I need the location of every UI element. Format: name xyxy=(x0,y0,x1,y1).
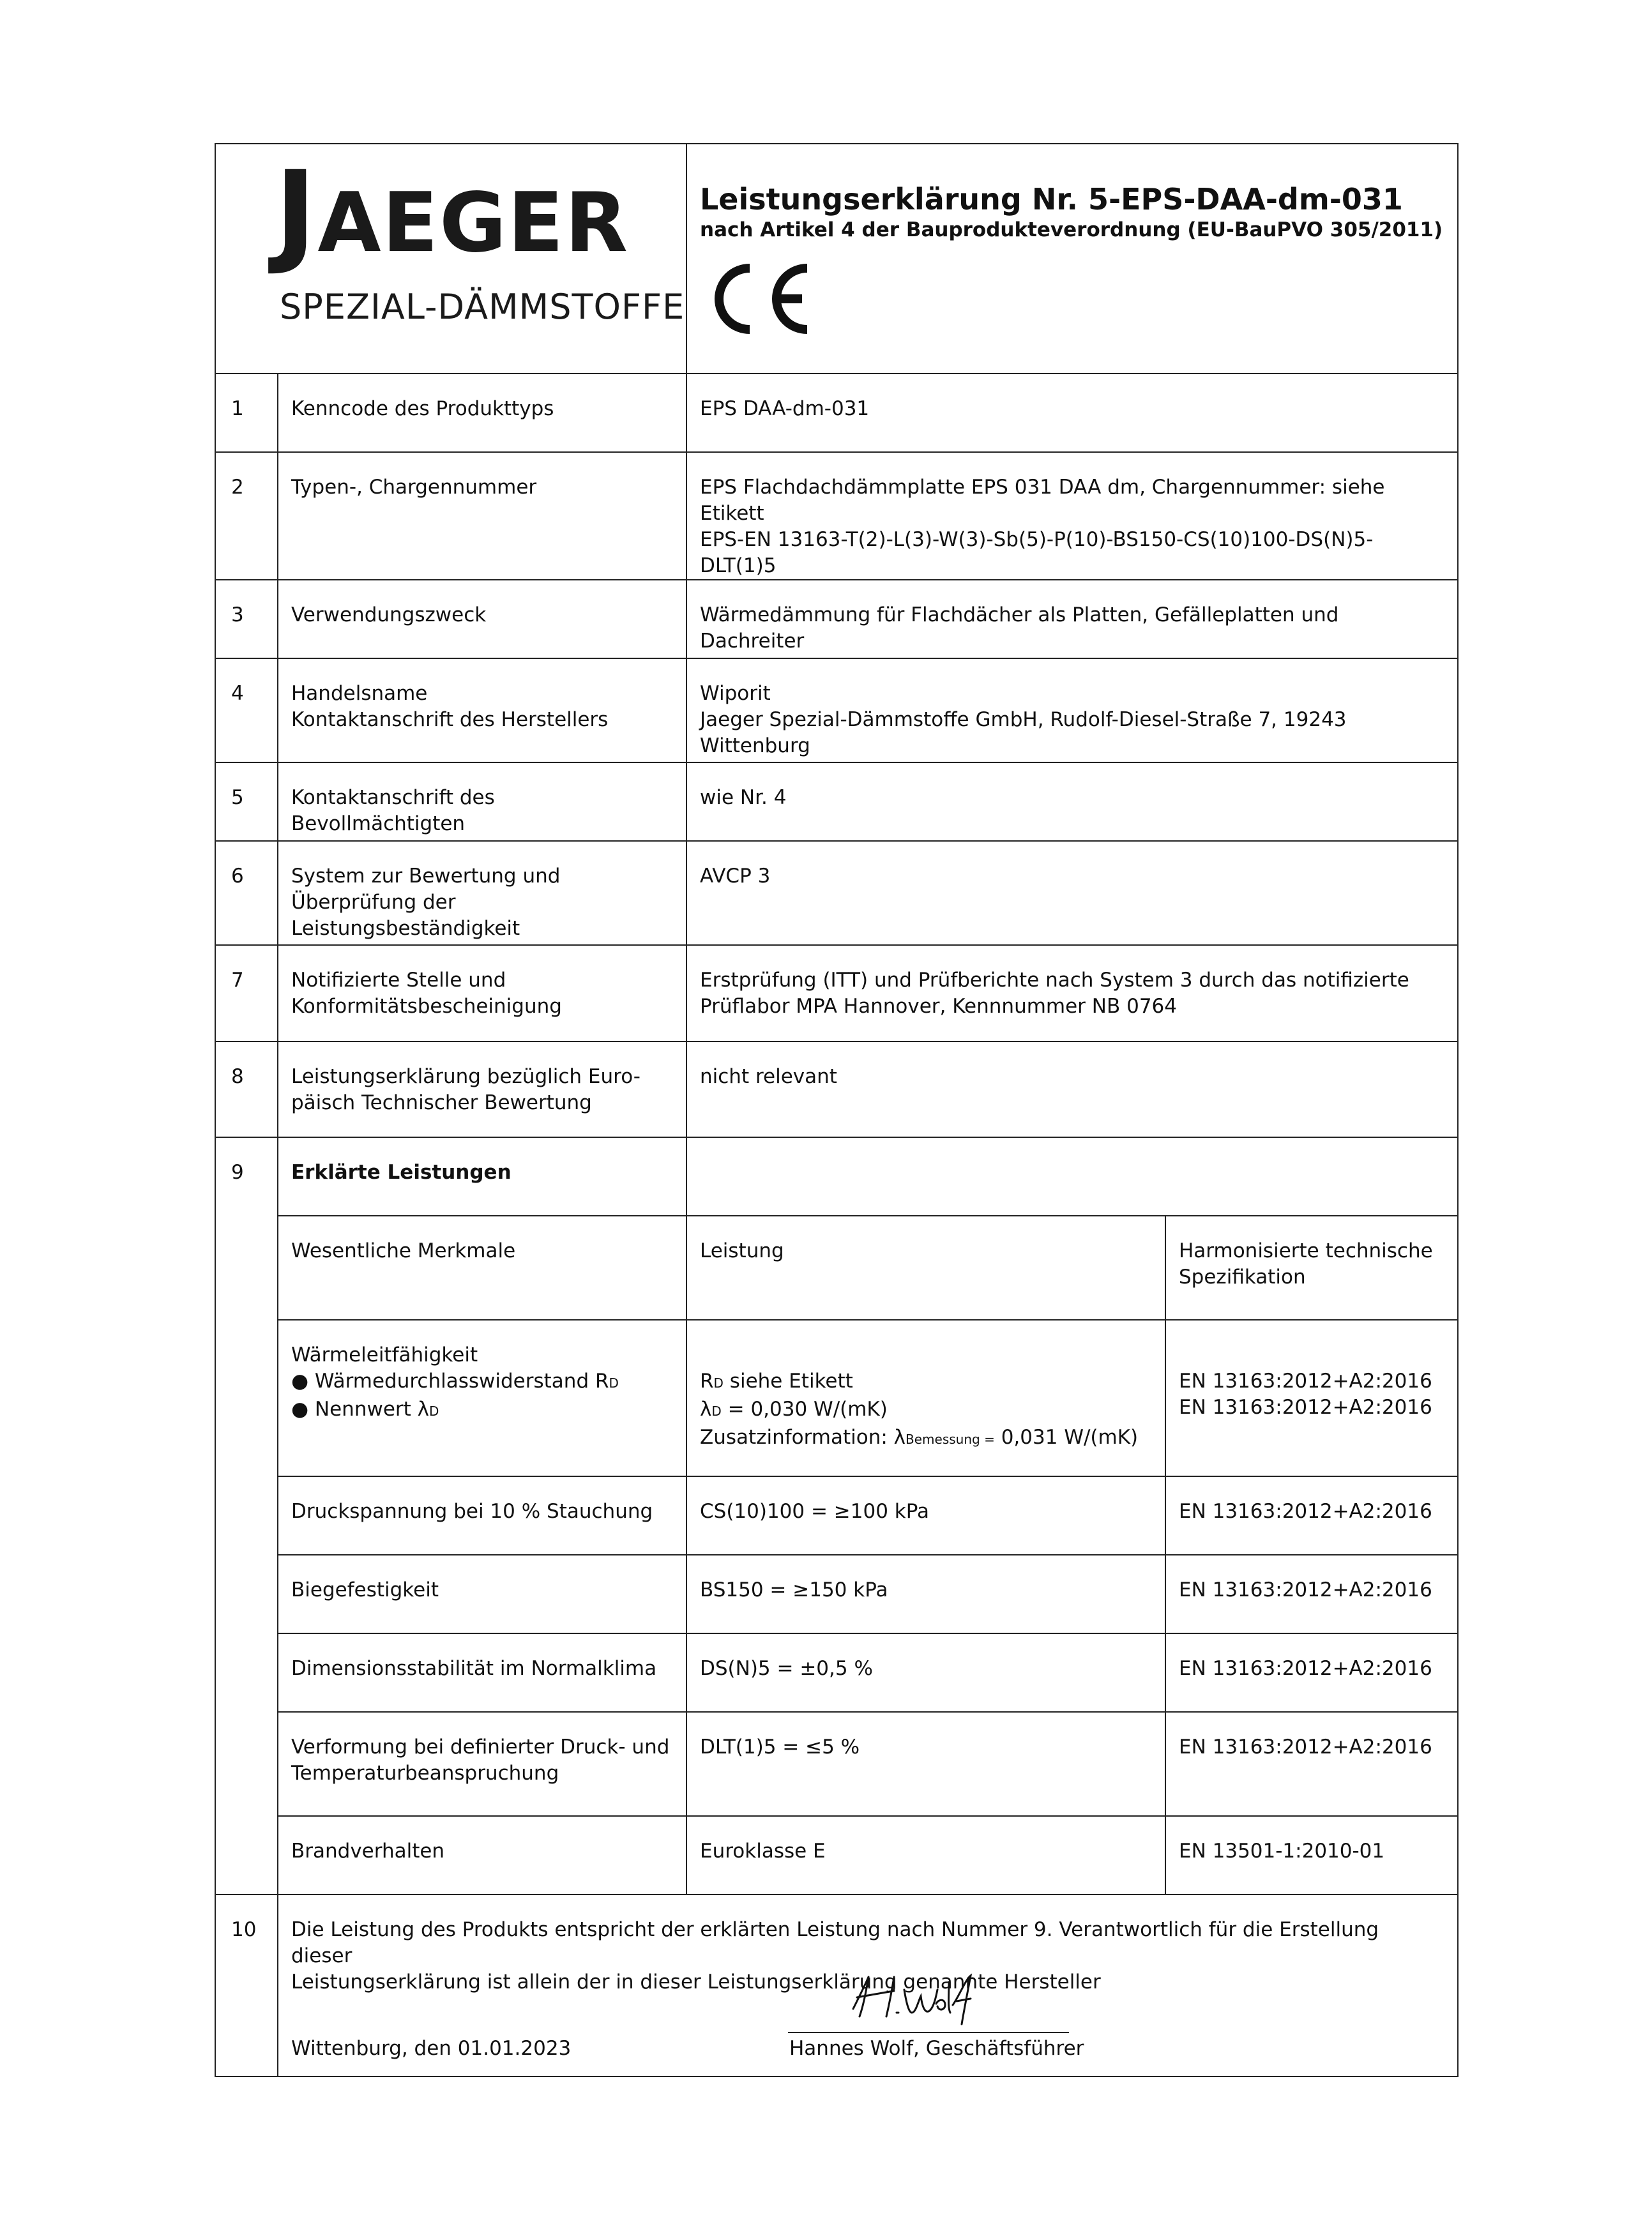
row-value: wie Nr. 4 xyxy=(686,762,1458,841)
signature-image xyxy=(840,1971,981,2028)
row-8: 8 Leistungserklärung bezüglich Euro- päisch Technischer Bewertung nicht relevant xyxy=(215,1041,1458,1137)
signature-line xyxy=(788,2032,1069,2033)
title-cell xyxy=(686,144,1458,374)
row-6: 6 System zur Bewertung und Überprüfung der Leistungsbeständigkeit AVCP 3 xyxy=(215,841,1458,945)
section-10-number: 10 xyxy=(215,1895,278,2077)
row-label: Handelsname Kontaktanschrift des Herstellers xyxy=(278,658,686,762)
signer-name: Hannes Wolf, Geschäftsführer xyxy=(789,2037,1084,2060)
row-value: AVCP 3 xyxy=(686,841,1458,945)
section-9-title: Erklärte Leistungen xyxy=(278,1137,686,1216)
declaration-table xyxy=(215,143,1459,2077)
logo-cell xyxy=(215,144,686,374)
place-and-date: Wittenburg, den 01.01.2023 xyxy=(291,2037,572,2060)
declaration-document xyxy=(215,143,1457,2077)
col-header-performance: Leistung xyxy=(686,1216,1165,1320)
row-value: Erstprüfung (ITT) und Prüfberichte nach System 3 durch das notifizierte Prüflabor MPA Hannover, Kennnummer NB 0764 xyxy=(686,945,1458,1041)
row-label: Kontaktanschrift des Bevollmächtigten xyxy=(278,762,686,841)
ce-mark-icon xyxy=(700,254,828,344)
row-2: 2 Typen-, Chargennummer EPS Flachdachdämmplatte EPS 031 DAA dm, Chargennummer: siehe Etikett EPS-EN 13163-T(2)-L(3)-W(3)-Sb(5)-P(10)-BS150-CS(10)100-DS(N)5-DLT(1)5 xyxy=(215,452,1458,580)
section-9-number: 9 xyxy=(215,1137,278,1895)
row-label: Notifizierte Stelle und Konformitätsbescheinigung xyxy=(278,945,686,1041)
company-logo: JAEGER xyxy=(275,147,630,278)
row-4: 4 Handelsname Kontaktanschrift des Herstellers Wiporit Jaeger Spezial-Dämmstoffe GmbH, Rudolf-Diesel-Straße 7, 19243 Wittenburg xyxy=(215,658,1458,762)
col-header-characteristics: Wesentliche Merkmale xyxy=(278,1216,686,1320)
row-3: 3 Verwendungszweck Wärmedämmung für Flachdächer als Platten, Gefälleplatten und Dachreiter xyxy=(215,580,1458,658)
section-9-title-row xyxy=(215,1137,1458,1216)
col-header-specification: Harmonisierte technische Spezifikation xyxy=(1165,1216,1458,1320)
row-value: Wärmedämmung für Flachdächer als Platten, Gefälleplatten und Dachreiter xyxy=(686,580,1458,658)
row-label: Kenncode des Produkttyps xyxy=(278,374,686,452)
thermal-spec: EN 13163:2012+A2:2016 EN 13163:2012+A2:2016 xyxy=(1165,1320,1458,1476)
row-label: Verwendungszweck xyxy=(278,580,686,658)
performance-row: Dimensionsstabilität im Normalklima DS(N)5 = ±0,5 % EN 13163:2012+A2:2016 xyxy=(215,1633,1458,1712)
row-label: Leistungserklärung bezüglich Euro- päisch Technischer Bewertung xyxy=(278,1041,686,1137)
logo-subtitle: SPEZIAL-DÄMMSTOFFE xyxy=(280,287,685,327)
row-label: System zur Bewertung und Überprüfung der Leistungsbeständigkeit xyxy=(278,841,686,945)
header-row xyxy=(215,144,1458,374)
row-1: 1 Kenncode des Produkttyps EPS DAA-dm-031 xyxy=(215,374,1458,452)
document-title: Leistungserklärung Nr. 5-EPS-DAA-dm-031 xyxy=(700,182,1403,216)
section-10-row xyxy=(215,1895,1458,2077)
thermal-label: Wärmeleitfähigkeit ● Wärmedurchlasswiderstand RD ● Nennwert λD xyxy=(278,1320,686,1476)
thermal-value: RD siehe Etikett λD = 0,030 W/(mK) Zusatzinformation: λBemessung = 0,031 W/(mK) xyxy=(686,1320,1165,1476)
performance-row: Druckspannung bei 10 % Stauchung CS(10)100 = ≥100 kPa EN 13163:2012+A2:2016 xyxy=(215,1476,1458,1555)
thermal-conductivity-row xyxy=(215,1320,1458,1476)
conformity-statement: Die Leistung des Produkts entspricht der erklärten Leistung nach Nummer 9. Verantwortlich für die Erstellung dieser xyxy=(291,1918,1379,1967)
section-10-body: Die Leistung des Produkts entspricht der erklärten Leistung nach Nummer 9. Verantwortlich für die Erstellung dieser Leistungserklärung ist allein der in dieser Leistungserklärung genannte Hersteller Wittenburg, den 01.01.2023 Hannes Wolf, Geschäftsführer xyxy=(278,1895,1458,2077)
row-5: 5 Kontaktanschrift des Bevollmächtigten wie Nr. 4 xyxy=(215,762,1458,841)
row-value: nicht relevant xyxy=(686,1041,1458,1137)
row-label: Typen-, Chargennummer xyxy=(278,452,686,580)
row-7: 7 Notifizierte Stelle und Konformitätsbescheinigung Erstprüfung (ITT) und Prüfberichte nach System 3 durch das notifizierte Prüflabor MPA Hannover, Kennnummer NB 0764 xyxy=(215,945,1458,1041)
performance-row: Brandverhalten Euroklasse E EN 13501-1:2010-01 xyxy=(215,1816,1458,1895)
document-subtitle: nach Artikel 4 der Bauprodukteverordnung (EU-BauPVO 305/2011) xyxy=(700,218,1443,241)
row-value: Wiporit Jaeger Spezial-Dämmstoffe GmbH, Rudolf-Diesel-Straße 7, 19243 Wittenburg xyxy=(686,658,1458,762)
row-value: EPS DAA-dm-031 xyxy=(686,374,1458,452)
performance-header-row xyxy=(215,1216,1458,1320)
performance-row: Biegefestigkeit BS150 = ≥150 kPa EN 13163:2012+A2:2016 xyxy=(215,1555,1458,1633)
row-value: EPS Flachdachdämmplatte EPS 031 DAA dm, Chargennummer: siehe Etikett EPS-EN 13163-T(2)-L(3)-W(3)-Sb(5)-P(10)-BS150-CS(10)100-DS(N)5-DLT(1)5 xyxy=(686,452,1458,580)
performance-row: Verformung bei definierter Druck- und Temperaturbeanspruchung DLT(1)5 = ≤5 % EN 13163:2012+A2:2016 xyxy=(215,1712,1458,1816)
